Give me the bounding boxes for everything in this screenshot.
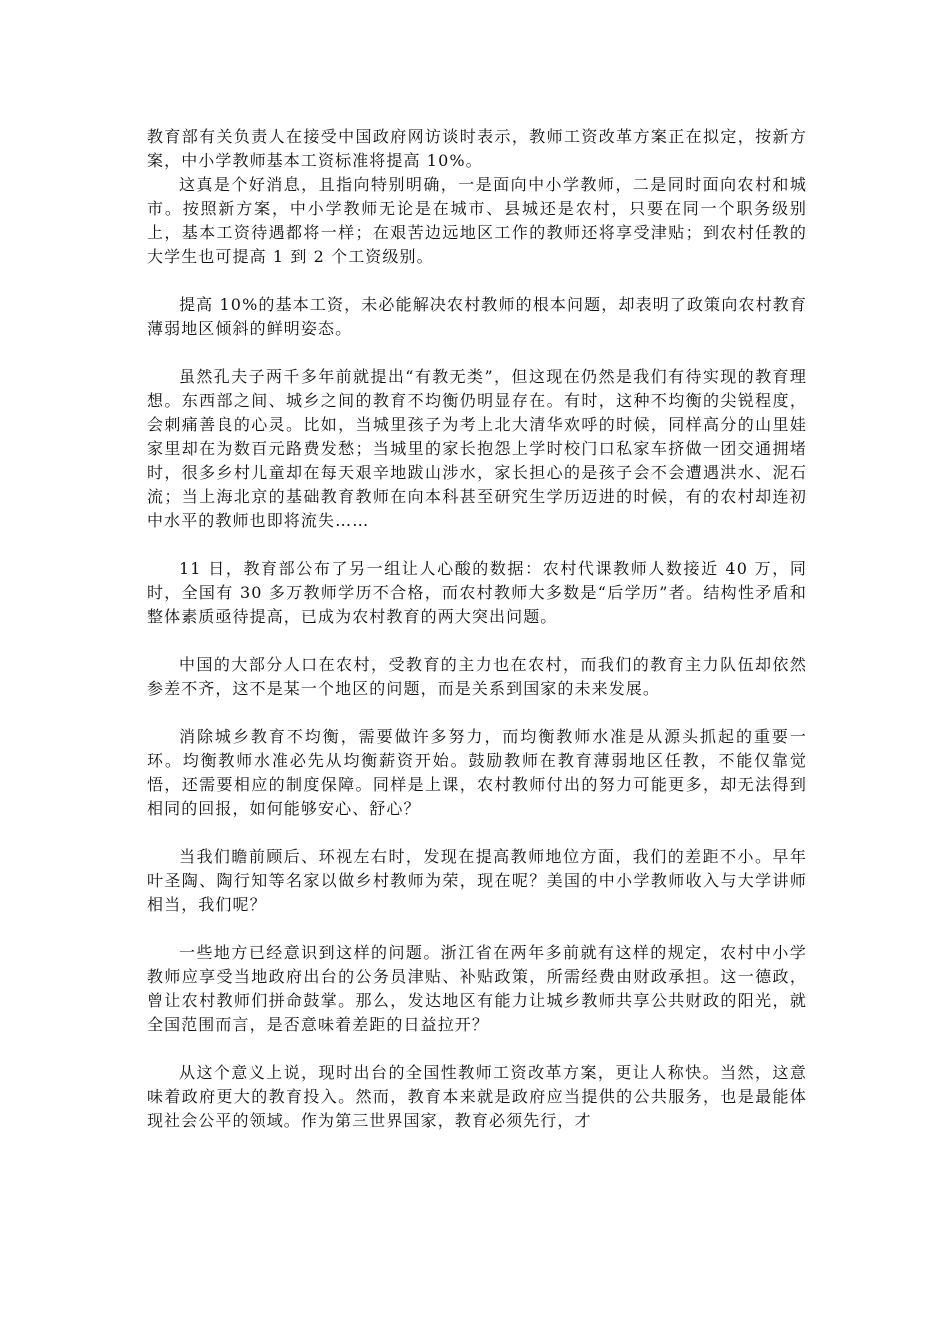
paragraph-9: 一些地方已经意识到这样的问题。浙江省在两年多前就有这样的规定，农村中小学教师应享受当地政府出台的公务员津贴、补贴政策，所需经费由财政承担。这一德政，曾让农村教师们拼命鼓掌。那么，发达地区有能力让城乡教师共享公共财政的阳光，就全国范围而言，是否意味着差距的日益拉开？ — [147, 943, 807, 1034]
paragraph-4: 虽然孔夫子两千多年前就提出“有教无类”，但这现在仍然是我们有待实现的教育理想。东西部之间、城乡之间的教育不均衡仍明显存在。有时，这种不均衡的尖锐程度，会刺痛善良的心灵。比如，当城里孩子为考上北大清华欢呼的时候，同样高分的山里娃家里却在为数百元路费发愁；当城里的家长抱怨上学时校门口私家车挤做一团交通拥堵时，很多乡村儿童却在每天艰辛地跋山涉水，家长担心的是孩子会不会遭遇洪水、泥石流；当上海北京的基础教育教师在向本科甚至研究生学历迈进的时候，有的农村却连初中水平的教师也即将流失…… — [147, 367, 807, 530]
paragraph-7: 消除城乡教育不均衡，需要做许多努力，而均衡教师水准是从源头抓起的重要一环。均衡教师水准必先从均衡薪资开始。鼓励教师在教育薄弱地区任教，不能仅靠觉悟，还需要相应的制度保障。同样是上课，农村教师付出的努力可能更多，却无法得到相同的回报，如何能够安心、舒心？ — [147, 727, 807, 818]
article-body — [147, 125, 807, 1133]
paragraph-8: 当我们瞻前顾后、环视左右时，发现在提高教师地位方面，我们的差距不小。早年叶圣陶、陶行知等名家以做乡村教师为荣，现在呢？美国的中小学教师收入与大学讲师相当，我们呢？ — [147, 847, 807, 914]
paragraph-1: 教育部有关负责人在接受中国政府网访谈时表示，教师工资改革方案正在拟定，按新方案，中小学教师基本工资标准将提高 10%。 — [147, 127, 807, 170]
paragraph-2: 这真是个好消息，且指向特别明确，一是面向中小学教师，二是同时面向农村和城市。按照新方案，中小学教师无论是在城市、县城还是农村，只要在同一个职务级别上，基本工资待遇都将一样；在艰苦边远地区工作的教师还将享受津贴；到农村任教的大学生也可提高 1 到 2 个工资级别。 — [147, 175, 807, 266]
paragraph-10: 从这个意义上说，现时出台的全国性教师工资改革方案，更让人称快。当然，这意味着政府更大的教育投入。然而，教育本来就是政府应当提供的公共服务，也是最能体现社会公平的领域。作为第三世界国家，教育必须先行，才 — [147, 1063, 807, 1130]
paragraph-6: 中国的大部分人口在农村，受教育的主力也在农村，而我们的教育主力队伍却依然参差不齐，这不是某一个地区的问题，而是关系到国家的未来发展。 — [147, 655, 807, 698]
paragraph-3: 提高 10%的基本工资，未必能解决农村教师的根本问题，却表明了政策向农村教育薄弱地区倾斜的鲜明姿态。 — [147, 295, 807, 338]
paragraph-5: 11 日，教育部公布了另一组让人心酸的数据：农村代课教师人数接近 40 万，同时，全国有 30 多万教师学历不合格，而农村教师大多数是“后学历”者。结构性矛盾和整体素质亟待提高，已成为农村教育的两大突出问题。 — [147, 559, 807, 626]
